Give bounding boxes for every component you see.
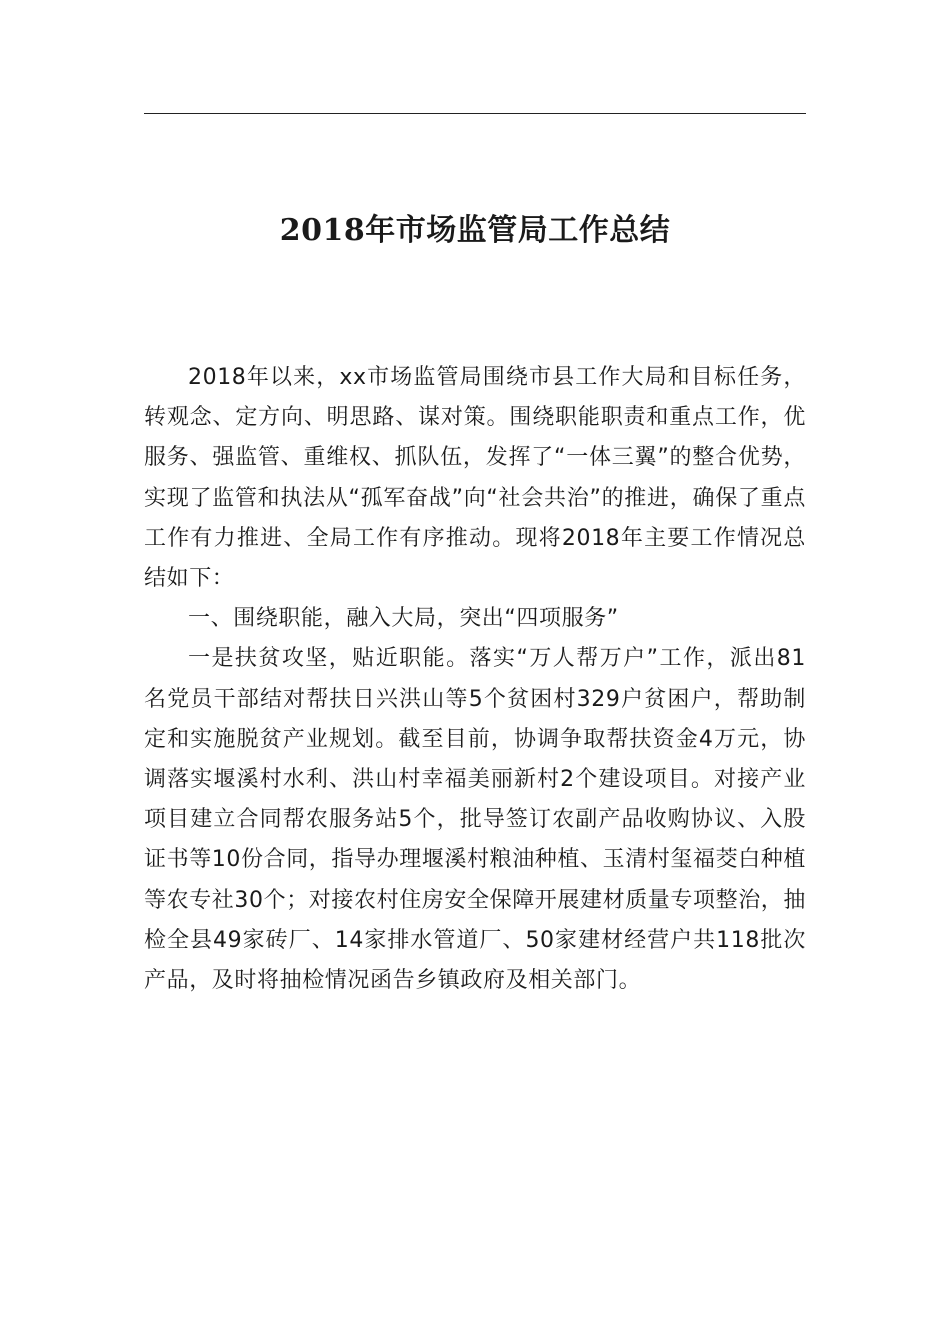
header-rule xyxy=(144,113,806,114)
document-title: 2018年市场监管局工作总结 xyxy=(279,213,671,248)
body-paragraph: 一是扶贫攻坚，贴近职能。落实“万人帮万户”工作，派出81名党员干部结对帮扶日兴洪山等5个贫困村329户贫困户，帮助制定和实施脱贫产业规划。截至目前，协调争取帮扶资金4万元，协调落实堰溪村水利、洪山村幸福美丽新村2个建设项目。对接产业项目建立合同帮农服务站5个，批导签订农副产品收购协议、入股证书等10份合同，指导办理堰溪村粮油种植、玉清村玺福茭白种植等农专社30个；对接农村住房安全保障开展建材质量专项整治，抽检全县49家砖厂、14家排水管道厂、50家建材经营户共118批次产品，及时将抽检情况函告乡镇政府及相关部门。 xyxy=(144,646,806,994)
document-body xyxy=(144,358,806,1001)
section-heading: 一、围绕职能，融入大局，突出“四项服务” xyxy=(188,606,619,632)
intro-paragraph: 2018年以来，xx市场监管局围绕市县工作大局和目标任务，转观念、定方向、明思路、谋对策。围绕职能职责和重点工作，优服务、强监管、重维权、抓队伍，发挥了“一体三翼”的整合优势，实现了监管和执法从“孤军奋战”向“社会共治”的推进，确保了重点工作有力推进、全局工作有序推动。现将2018年主要工作情况总结如下： xyxy=(144,365,806,592)
